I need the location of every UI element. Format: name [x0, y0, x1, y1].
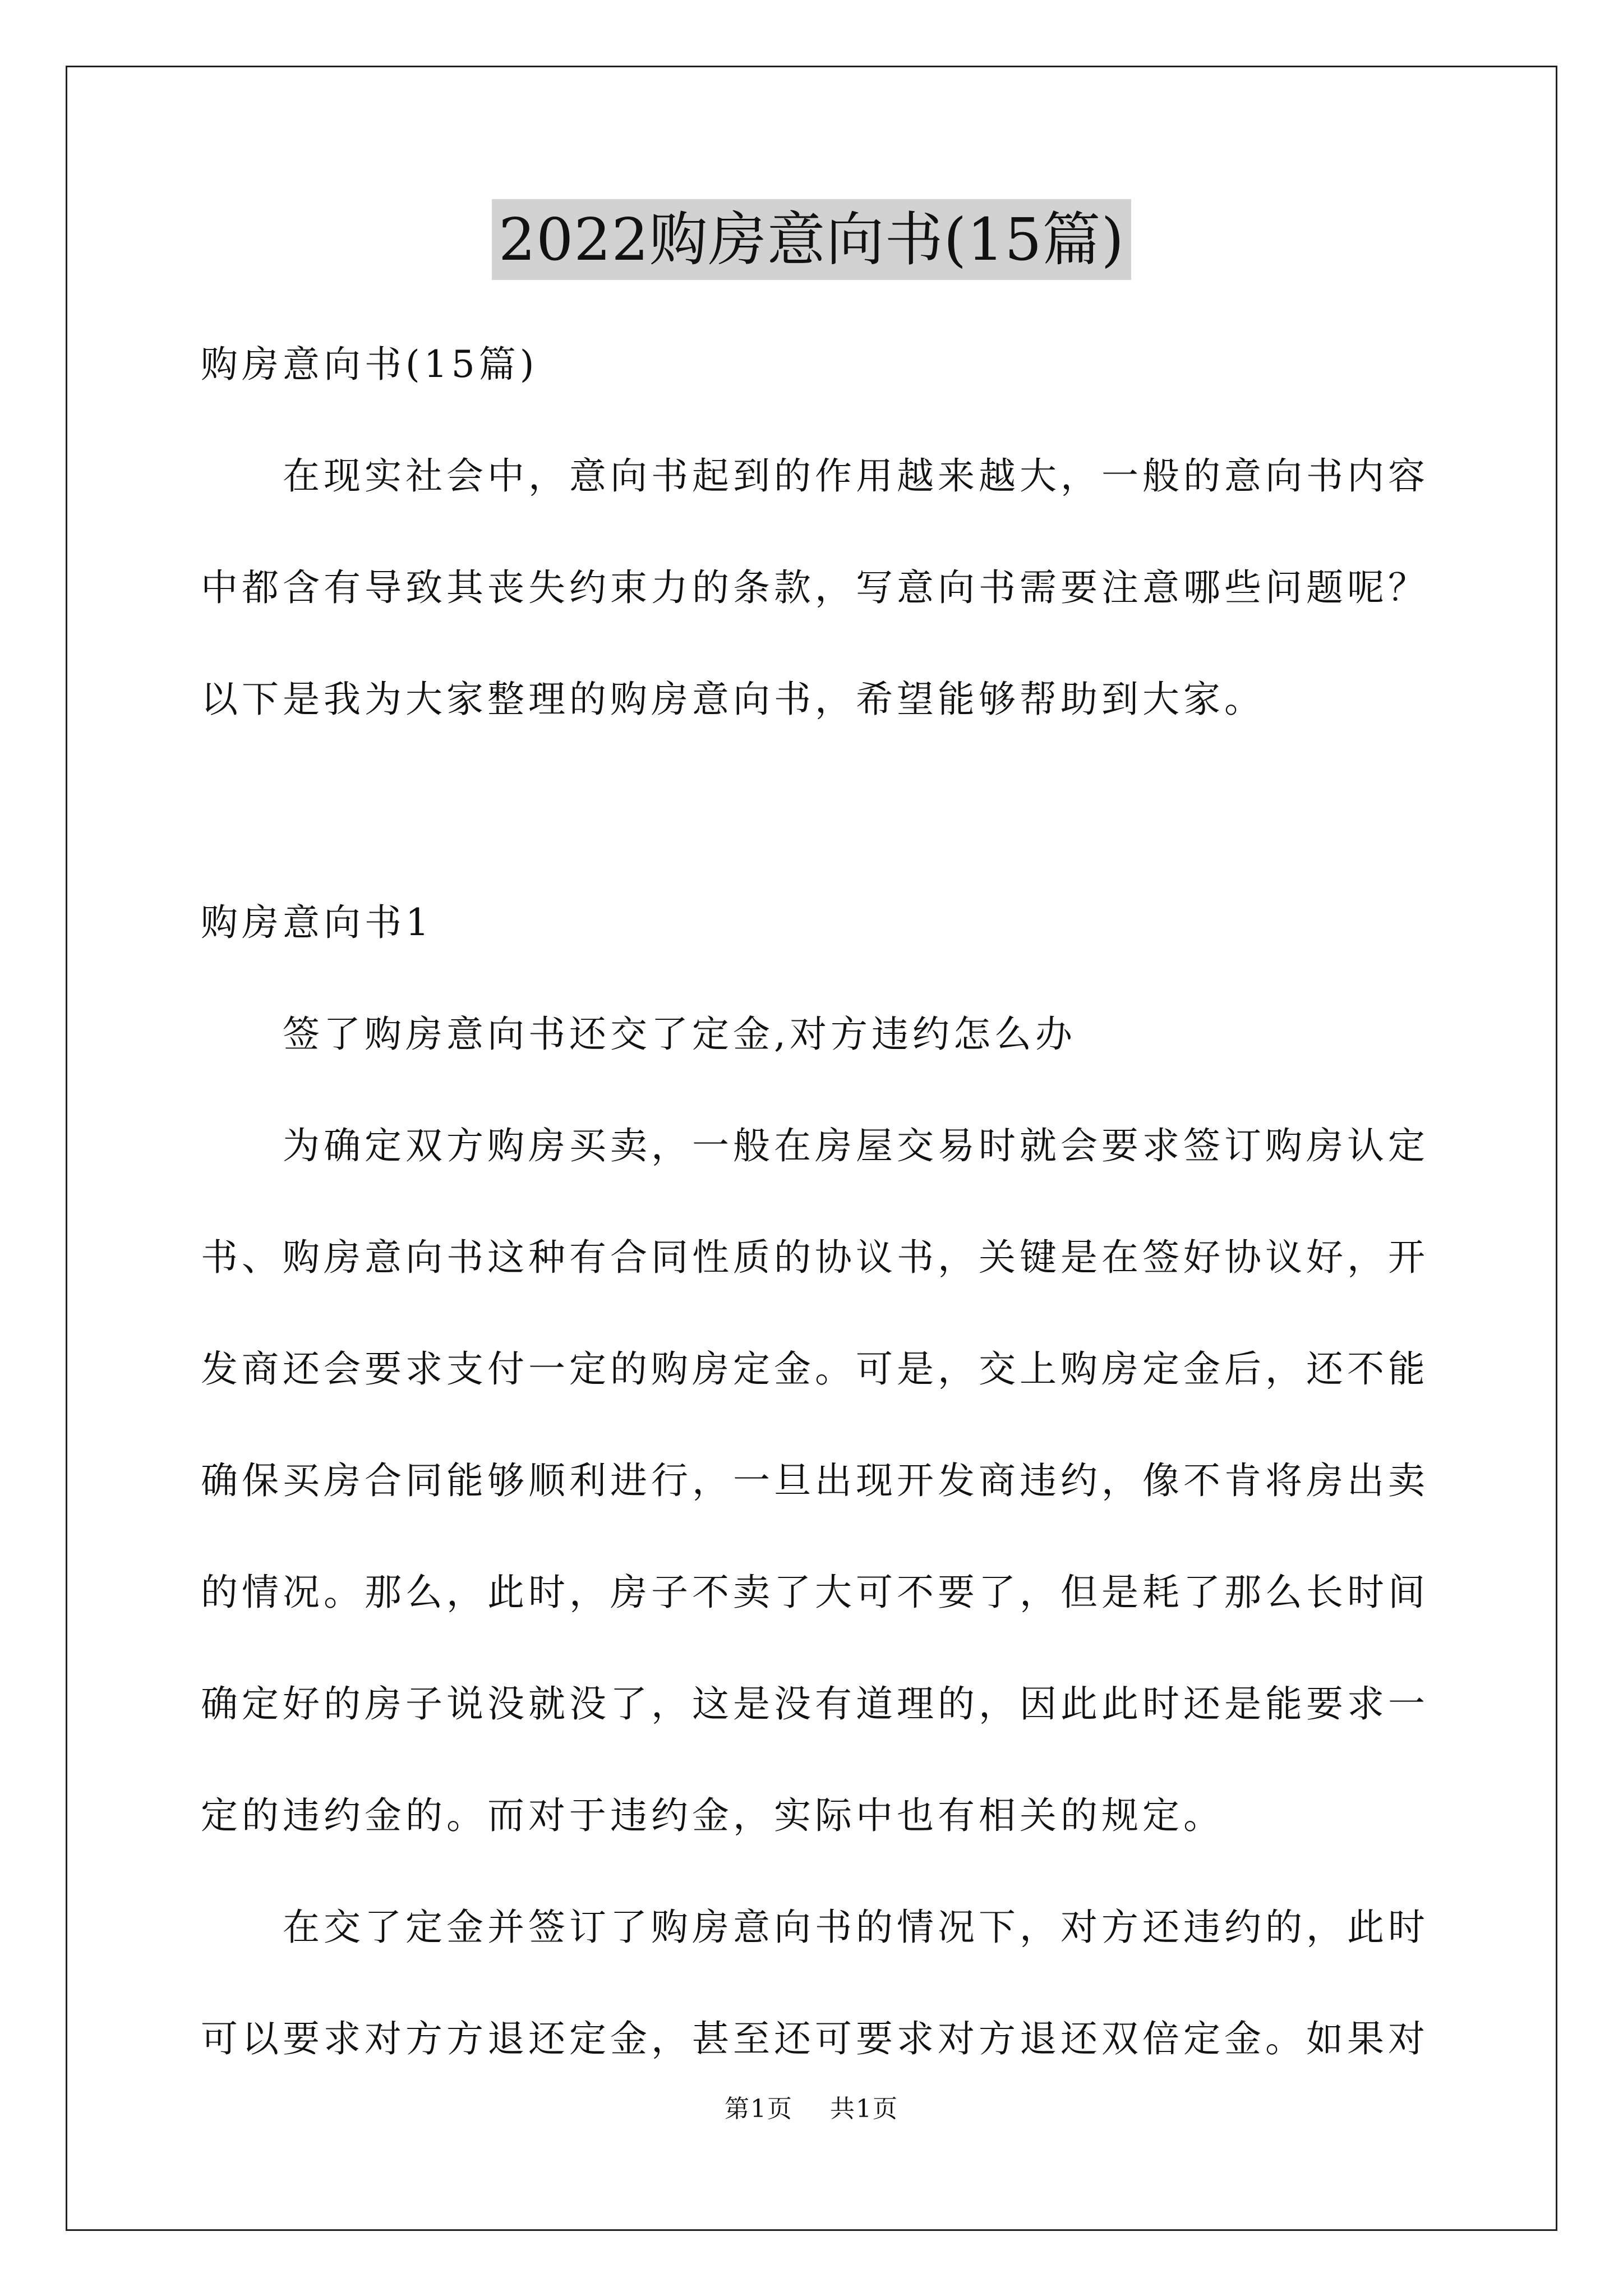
document-title: 2022购房意向书(15篇) [492, 199, 1131, 280]
page-number: 第1页 [725, 2095, 793, 2123]
title-block [0, 199, 1623, 280]
page-total: 共1页 [830, 2095, 898, 2123]
document-subtitle: 购房意向书(15篇) [201, 343, 538, 386]
body-paragraph: 为确定双方购房买卖，一般在房屋交易时就会要求签订购房认定书、购房意向书这种有合同性质的协议书，关键是在签好协议好，开发商还会要求支付一定的购房定金。可是，交上购房定金后，还不能确保买房合同能够顺利进行，一旦出现开发商违约，像不肯将房出卖的情况。那么，此时，房子不卖了大可不要了，但是耗了那么长时间确定好的房子说没就没了，这是没有道理的，因此此时还是能要求一定的违约金的。而对于违约金，实际中也有相关的规定。 [201, 1124, 1429, 1837]
section-heading: 购房意向书1 [201, 901, 433, 944]
intro-paragraph: 在现实社会中，意向书起到的作用越来越大，一般的意向书内容中都含有导致其丧失约束力的条款，写意向书需要注意哪些问题呢？以下是我为大家整理的购房意向书，希望能够帮助到大家。 [201, 454, 1429, 721]
document-body [201, 309, 1429, 2095]
section-subheading: 签了购房意向书还交了定金,对方违约怎么办 [283, 1013, 1076, 1056]
body-paragraph: 在交了定金并签订了购房意向书的情况下，对方还违约的，此时可以要求对方方退还定金，甚至还可要求对方退还双倍定金。如果对 [201, 1906, 1429, 2060]
page-footer [0, 2092, 1623, 2126]
